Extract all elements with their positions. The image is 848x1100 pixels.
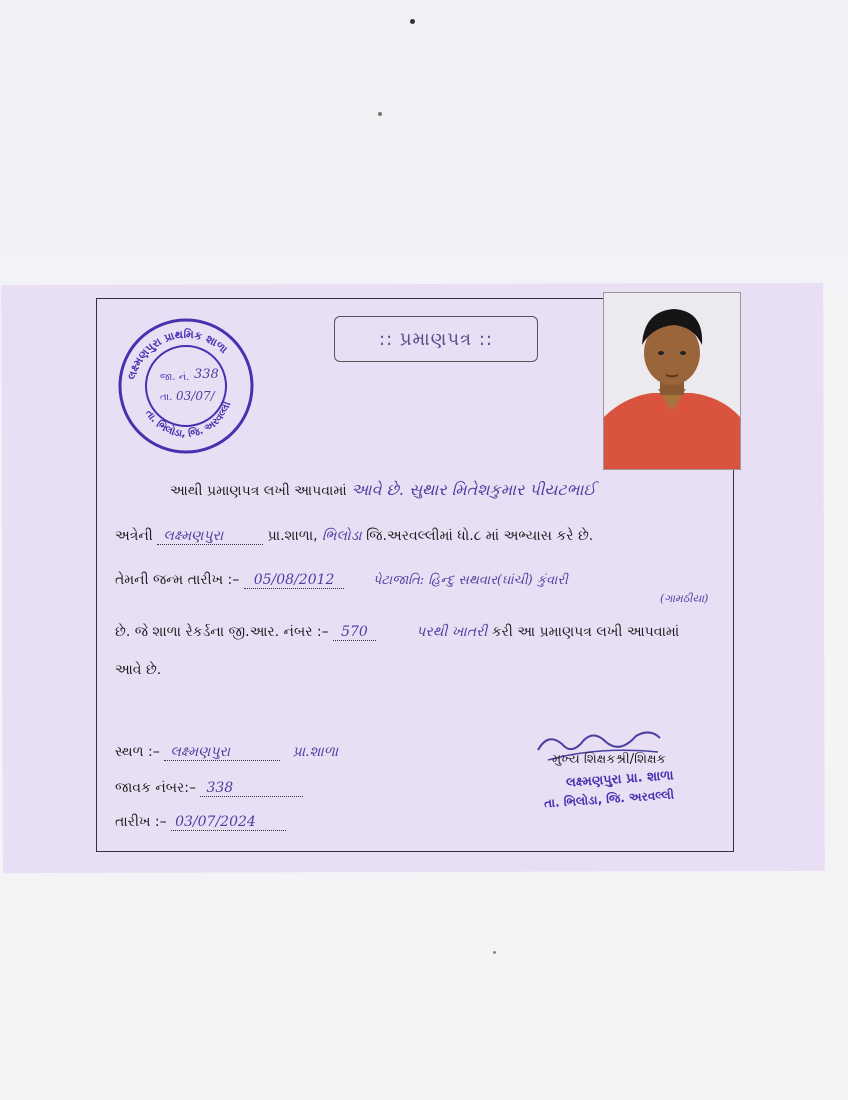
school-seal (116, 316, 256, 456)
seal-school-name: લક્ષ્મણપુરા પ્રાથમિક શાળા (125, 327, 231, 382)
seal-taluka: તા. ભિલોડા, જિ. અરવલ્લી (142, 400, 234, 440)
svg-text:તા. ભિલોડા, જિ. અરવલ્લી (143, 399, 233, 440)
seal-date: 03/07/ (176, 389, 215, 403)
line4-suffix: કરી આ પ્રમાણપત્ર લખી આપવામાં (491, 624, 680, 640)
stamp-taluka: તા. ભિલોડા, જિ. અરવલ્લી (543, 787, 675, 811)
certificate-line-5: આવે છે. (115, 662, 162, 678)
issue-date-field: 03/07/2024 (171, 814, 286, 831)
seal-regno-label: જા. નં. (160, 372, 190, 383)
stamp-school-name: લક્ષ્મણપુરા પ્રા. શાળા (565, 768, 675, 791)
student-name: આવે છે. સુથાર મિતેશકુમાર પીયટભાઈ (351, 480, 596, 499)
outward-number-field: 338 (200, 780, 303, 797)
dust-speck (410, 19, 415, 24)
caste-field: પેટાજાતિ: હિન્દુ સથવાર(ઘાંચી) કુંવારી (372, 573, 568, 588)
date-row (115, 814, 286, 830)
line1-prefix: આથી પ્રમાણપત્ર લખી આપવામાં (170, 483, 347, 499)
certificate-line-4 (115, 624, 679, 640)
certificate-title: :: પ્રમાણપત્ર :: (334, 316, 538, 362)
line2-mid: પ્રા.શાળા, (267, 528, 318, 544)
line2-prefix: અત્રેની (115, 528, 153, 544)
gr-number-field: 570 (333, 624, 376, 641)
certificate-line-2 (115, 528, 593, 544)
line3-prefix: તેમની જન્મ તારીખ :– (115, 572, 240, 588)
caste-note: (ગામઠીયા) (660, 592, 709, 605)
seal-regno: 338 (194, 367, 219, 382)
certificate-line-1 (170, 480, 596, 500)
place-label: સ્થળ :– (115, 744, 160, 760)
place-field: લક્ષ્મણપુરા (164, 744, 280, 761)
outward-label: જાવક નંબર:– (115, 780, 196, 796)
birth-date-field: 05/08/2012 (244, 572, 345, 589)
certificate-line-3 (115, 572, 568, 588)
place-suffix: પ્રા.શાળા (292, 744, 339, 760)
taluka-field: ભિલોડા (322, 528, 362, 544)
place-row (115, 744, 338, 760)
line4-hand: પરથી ખાતરી (416, 624, 488, 640)
outward-row (115, 780, 303, 796)
blank-scan-area (0, 0, 848, 290)
dust-speck (493, 951, 496, 954)
date-label: તારીખ :– (115, 814, 167, 830)
school-name-field: લક્ષ્મણપુરા (157, 528, 263, 545)
line4-prefix: છે. જે શાળા રેકર્ડના જી.આર. નંબર :– (115, 624, 329, 640)
dust-speck (378, 112, 382, 116)
seal-date-label: તા. (160, 392, 173, 403)
line2-suffix: જિ.અરવલ્લીમાં ધો.૮ માં અભ્યાસ કરે છે. (366, 528, 594, 544)
signatory-designation: મુખ્ય શિક્ષકશ્રી/શિક્ષક (552, 752, 666, 767)
student-photo (603, 292, 741, 470)
